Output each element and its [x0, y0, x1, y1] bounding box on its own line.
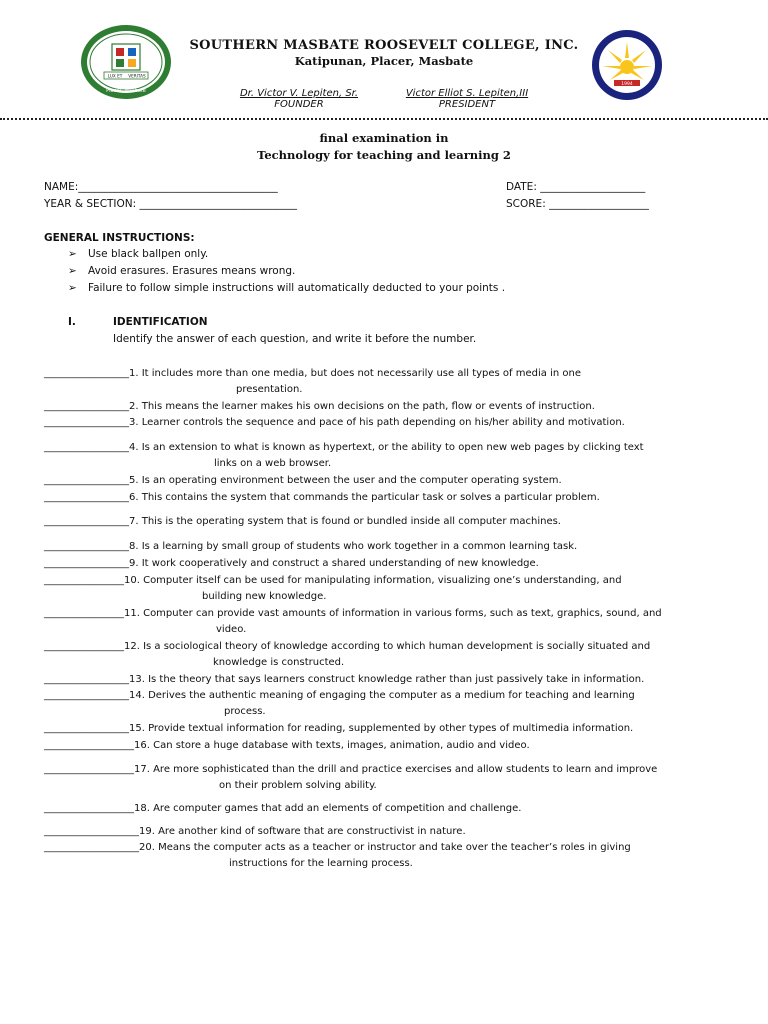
- answer-blank[interactable]: ________________: [44, 608, 124, 619]
- instruction-text: Failure to follow simple instructions will automatically deducted to your points .: [88, 282, 506, 294]
- question-text: 9. It work cooperatively and construct a shared understanding of new knowledge.: [129, 558, 539, 569]
- answer-blank[interactable]: _________________: [44, 516, 129, 527]
- instruction-text: Use black ballpen only.: [88, 248, 209, 260]
- seal-banner-left: LUX ET: [107, 73, 123, 79]
- year-section-field[interactable]: YEAR & SECTION: ______________________________: [44, 198, 298, 210]
- score-field[interactable]: SCORE: ___________________: [506, 198, 649, 210]
- question-item: [44, 672, 734, 688]
- founder-block: [228, 88, 370, 110]
- instruction-item: [68, 265, 295, 277]
- question-item: [44, 440, 734, 472]
- exam-title-line1: final examination in: [319, 131, 449, 145]
- question-continuation: video.: [216, 624, 247, 635]
- question-continuation: presentation.: [236, 384, 303, 395]
- seal-bottom-text: Placer, Masbate: [106, 88, 146, 94]
- question-item: [44, 639, 734, 671]
- question-text: 11. Computer can provide vast amounts of information in various forms, such as text, graphics, sound, and: [124, 608, 662, 619]
- question-item: [44, 490, 734, 506]
- arrow-bullet-icon: ➢: [68, 265, 77, 277]
- answer-blank[interactable]: __________________: [44, 740, 134, 751]
- question-item: [44, 573, 734, 605]
- president-name: Victor Elliot S. Lepiten,III: [405, 88, 529, 99]
- question-item: [44, 824, 734, 840]
- president-title: PRESIDENT: [438, 99, 496, 110]
- instruction-text: Avoid erasures. Erasures means wrong.: [88, 265, 296, 277]
- answer-blank[interactable]: __________________: [44, 764, 134, 775]
- answer-blank[interactable]: ________________: [44, 641, 124, 652]
- header-divider: [0, 118, 768, 120]
- question-item: [44, 688, 734, 720]
- question-item: [44, 415, 734, 431]
- answer-blank[interactable]: _________________: [44, 475, 129, 486]
- answer-blank[interactable]: _________________: [44, 492, 129, 503]
- question-continuation: building new knowledge.: [202, 591, 327, 602]
- answer-blank[interactable]: _________________: [44, 417, 129, 428]
- instructions-heading: GENERAL INSTRUCTIONS:: [44, 232, 195, 244]
- question-text: 1. It includes more than one media, but does not necessarily use all types of media in one: [129, 368, 581, 379]
- answer-blank[interactable]: _________________: [44, 690, 129, 701]
- question-text: 16. Can store a huge database with texts, images, animation, audio and video.: [134, 740, 530, 751]
- seal-banner-right: VERITAS: [128, 73, 146, 79]
- answer-blank[interactable]: _________________: [44, 401, 129, 412]
- question-item: [44, 539, 734, 555]
- question-continuation: instructions for the learning process.: [229, 858, 413, 869]
- president-block: [396, 88, 538, 110]
- question-item: [44, 399, 734, 415]
- question-text: 18. Are computer games that add an elements of competition and challenge.: [134, 803, 522, 814]
- question-continuation: process.: [224, 706, 266, 717]
- answer-blank[interactable]: ________________: [44, 575, 124, 586]
- answer-blank[interactable]: _________________: [44, 368, 129, 379]
- question-text: 4. Is an extension to what is known as hypertext, or the ability to open new web pages by clicking text: [129, 442, 644, 453]
- section-directions: Identify the answer of each question, and write it before the number.: [113, 333, 477, 345]
- ched-year: 1994: [621, 82, 633, 87]
- section-number: I.: [68, 316, 76, 328]
- date-field[interactable]: DATE: ____________________: [506, 181, 646, 193]
- question-text: 6. This contains the system that commands the particular task or solves a particular problem.: [129, 492, 600, 503]
- founder-name: Dr. Victor V. Lepiten, Sr.: [239, 88, 359, 99]
- question-text: 7. This is the operating system that is found or bundled inside all computer machines.: [129, 516, 561, 527]
- question-item: [44, 721, 734, 737]
- question-item: [44, 556, 734, 572]
- question-continuation: links on a web browser.: [214, 458, 332, 469]
- question-item: [44, 738, 734, 754]
- question-item: [44, 514, 734, 530]
- question-item: [44, 840, 734, 872]
- question-item: [44, 366, 734, 398]
- arrow-bullet-icon: ➢: [68, 248, 77, 260]
- question-text: 12. Is a sociological theory of knowledge according to which human development is socially situated and: [124, 641, 651, 652]
- question-text: 20. Means the computer acts as a teacher or instructor and take over the teacher’s roles in giving: [139, 842, 631, 853]
- question-text: 10. Computer itself can be used for manipulating information, visualizing one’s understanding, and: [124, 575, 622, 586]
- answer-blank[interactable]: __________________: [44, 803, 134, 814]
- answer-blank[interactable]: ___________________: [44, 826, 139, 837]
- question-text: 15. Provide textual information for reading, supplemented by other types of multimedia information.: [129, 723, 634, 734]
- answer-blank[interactable]: _________________: [44, 558, 129, 569]
- instruction-item: [68, 282, 505, 294]
- question-item: [44, 762, 734, 794]
- answer-blank[interactable]: _________________: [44, 442, 129, 453]
- question-text: 17. Are more sophisticated than the drill and practice exercises and allow students to learn and improve: [134, 764, 658, 775]
- question-item: [44, 801, 734, 817]
- question-continuation: knowledge is constructed.: [213, 657, 345, 668]
- instruction-item: [68, 248, 208, 260]
- college-name: SOUTHERN MASBATE ROOSEVELT COLLEGE, INC.: [189, 38, 579, 53]
- question-text: 19. Are another kind of software that are constructivist in nature.: [139, 826, 466, 837]
- founder-title: FOUNDER: [274, 99, 324, 110]
- question-text: 5. Is an operating environment between the user and the computer operating system.: [129, 475, 562, 486]
- answer-blank[interactable]: _________________: [44, 541, 129, 552]
- section-title: IDENTIFICATION: [113, 316, 208, 328]
- question-item: [44, 606, 734, 638]
- question-continuation: on their problem solving ability.: [219, 780, 377, 791]
- exam-title-line2: Technology for teaching and learning 2: [257, 148, 511, 162]
- answer-blank[interactable]: ___________________: [44, 842, 139, 853]
- college-address: Katipunan, Placer, Masbate: [294, 54, 474, 68]
- question-item: [44, 473, 734, 489]
- answer-blank[interactable]: _________________: [44, 723, 129, 734]
- exam-title: [0, 130, 768, 164]
- arrow-bullet-icon: ➢: [68, 282, 77, 294]
- name-field[interactable]: NAME:______________________________________: [44, 181, 278, 193]
- question-text: 2. This means the learner makes his own decisions on the path, flow or events of instruction.: [129, 401, 595, 412]
- question-text: 14. Derives the authentic meaning of engaging the computer as a medium for teaching and learning: [129, 690, 635, 701]
- question-text: 3. Learner controls the sequence and pace of his path depending on his/her ability and motivation.: [129, 417, 625, 428]
- answer-blank[interactable]: _________________: [44, 674, 129, 685]
- question-text: 8. Is a learning by small group of students who work together in a common learning task.: [129, 541, 578, 552]
- question-text: 13. Is the theory that says learners construct knowledge rather than just passively take in information.: [129, 674, 645, 685]
